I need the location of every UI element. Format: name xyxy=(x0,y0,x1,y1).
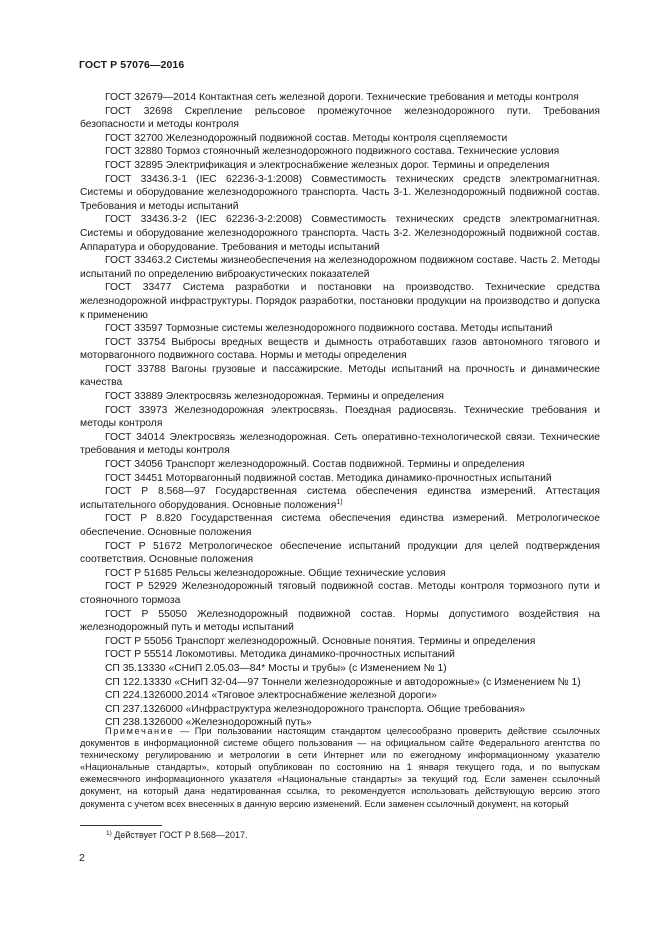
reference-item xyxy=(80,105,600,132)
reference-item xyxy=(80,472,600,486)
reference-item xyxy=(80,635,600,649)
reference-text: СП 238.1326000 «Железнодорожный путь» xyxy=(105,717,312,729)
document-code-header: ГОСТ Р 57076—2016 xyxy=(79,59,185,71)
reference-text: ГОСТ 32880 Тормоз стояночный железнодорожного подвижного состава. Технические условия xyxy=(105,146,560,158)
reference-text: ГОСТ Р 8.568—97 Государственная система обеспечения единства измерений. Аттестация испытательного оборудования. Основные положения xyxy=(80,486,600,511)
reference-text: ГОСТ 34451 Моторвагонный подвижной состав. Методика динамико-прочностных испытаний xyxy=(105,472,552,484)
reference-item xyxy=(80,363,600,390)
reference-text: СП 35.13330 «СНиП 2.05.03—84* Мосты и трубы» (с Изменением № 1) xyxy=(105,662,447,674)
footnote-divider xyxy=(80,825,162,826)
reference-text: ГОСТ 33973 Железнодорожная электросвязь. Поездная радиосвязь. Технические требования и методы контроля xyxy=(80,404,600,430)
reference-text: ГОСТ 34056 Транспорт железнодорожный. Состав подвижной. Термины и определения xyxy=(105,459,525,471)
reference-text: ГОСТ 33889 Электросвязь железнодорожная. Термины и определения xyxy=(105,391,444,403)
reference-text: ГОСТ 32698 Скрепление рельсовое промежуточное железнодорожного пути. Требования безопасности и методы контроля xyxy=(80,105,600,131)
reference-item xyxy=(80,662,600,676)
reference-item xyxy=(80,485,600,512)
reference-text: ГОСТ 32895 Электрификация и электроснабжение железных дорог. Термины и определения xyxy=(105,159,550,171)
reference-item xyxy=(80,254,600,281)
reference-item xyxy=(80,213,600,254)
reference-text: СП 237.1326000 «Инфраструктура железнодорожного транспорта. Общие требования» xyxy=(105,703,526,715)
note-text: При пользовании настоящим стандартом целесообразно проверить действие ссылочных документов в информационной системе общего пользования — на официальном сайте Федерального агентства по техническому регулированию и метрологии в сети Интернет или по ежегодному информационному указателю «Национальные стандарты», который опубликован по состоянию на 1 января текущего года, и по выпускам ежемесячного информационного указателя «Национальные стандарты» за текущий год. Если заменен ссылочный документ, на который дана недатированная ссылка, то рекомендуется использовать действующую версию этого документа с учетом всех внесенных в данную версию изменений. Если заменен ссылочный документ, на который xyxy=(80,726,600,809)
reference-text: ГОСТ 33477 Система разработки и постановки на производство. Технические средства железнодорожной инфраструктуры. Порядок разработки, постановки продукции на производство и допуска к применению xyxy=(80,282,600,321)
reference-item xyxy=(80,689,600,703)
reference-text: ГОСТ 32679—2014 Контактная сеть железной дороги. Технические требования и методы контроля xyxy=(105,92,579,103)
reference-text: ГОСТ Р 55050 Железнодорожный подвижной состав. Нормы допустимого воздействия на железнодорожный путь и методы испытаний xyxy=(80,608,600,634)
note-paragraph xyxy=(80,725,600,810)
footnote-mark: 1) xyxy=(106,830,112,837)
reference-text: ГОСТ Р 55056 Транспорт железнодорожный. Основные понятия. Термины и определения xyxy=(105,635,536,647)
reference-item xyxy=(80,336,600,363)
reference-item xyxy=(80,580,600,607)
reference-item xyxy=(80,648,600,662)
reference-item xyxy=(80,173,600,214)
page-number: 2 xyxy=(79,852,85,864)
note-label: Примечание xyxy=(105,726,175,736)
reference-item xyxy=(80,145,600,159)
reference-item xyxy=(80,567,600,581)
footnote-reference-mark: 1) xyxy=(336,498,343,506)
reference-item xyxy=(80,404,600,431)
reference-text: ГОСТ 33597 Тормозные системы железнодорожного подвижного состава. Методы испытаний xyxy=(105,323,553,335)
footnote-text: Действует ГОСТ Р 8.568—2017. xyxy=(111,830,248,840)
reference-item xyxy=(80,390,600,404)
reference-item xyxy=(80,281,600,322)
reference-text: ГОСТ 34014 Электросвязь железнодорожная. Сеть оперативно-технологической связи. Технические требования и методы контроля xyxy=(80,431,600,457)
reference-item xyxy=(80,431,600,458)
normative-references-list xyxy=(80,91,600,730)
reference-item xyxy=(80,703,600,717)
reference-item xyxy=(80,458,600,472)
reference-text: ГОСТ Р 8.820 Государственная система обеспечения единства измерений. Метрологическое обеспечение. Основные положения xyxy=(80,513,600,538)
reference-text: ГОСТ 33788 Вагоны грузовые и пассажирские. Методы испытаний на прочность и динамические качества xyxy=(80,363,600,389)
reference-item xyxy=(80,540,600,567)
reference-text: ГОСТ Р 55514 Локомотивы. Методика динамико-прочностных испытаний xyxy=(105,649,455,661)
reference-text: СП 122.13330 «СНиП 32-04—97 Тоннели железнодорожные и автодорожные» (с Изменением № 1) xyxy=(105,676,581,688)
reference-item xyxy=(80,132,600,146)
reference-text: ГОСТ Р 51672 Метрологическое обеспечение испытаний продукции для целей подтверждения соответствия. Основные положения xyxy=(80,540,600,566)
reference-text: ГОСТ 32700 Железнодорожный подвижной состав. Методы контроля сцепляемости xyxy=(105,132,508,144)
note-dash: — xyxy=(174,726,195,736)
reference-item xyxy=(80,91,600,105)
reference-text: ГОСТ 33754 Выбросы вредных веществ и дымность отработавших газов автономного тягового и моторвагонного подвижного состава. Нормы и методы определения xyxy=(80,336,600,362)
reference-text: ГОСТ Р 51685 Рельсы железнодорожные. Общие технические условия xyxy=(105,567,446,579)
reference-text: ГОСТ 33436.3-1 (IEC 62236-3-1:2008) Совместимость технических средств электромагнитная. Системы и оборудование железнодорожного транспорта. Часть 3-1. Железнодорожный подвижной состав. Требования и методы испытаний xyxy=(80,173,600,212)
reference-item xyxy=(80,322,600,336)
reference-text: ГОСТ 33463.2 Системы жизнеобеспечения на железнодорожном подвижном составе. Часть 2. Методы испытаний по определению виброакустических показателей xyxy=(80,255,600,280)
footnote xyxy=(106,829,247,841)
reference-item xyxy=(80,676,600,690)
reference-item xyxy=(80,608,600,635)
reference-item xyxy=(80,512,600,539)
reference-text: ГОСТ Р 52929 Железнодорожный тяговый подвижной состав. Методы контроля тормозного пути и стояночного тормоза xyxy=(80,581,600,606)
reference-item xyxy=(80,159,600,173)
reference-text: СП 224.1326000.2014 «Тяговое электроснабжение железной дороги» xyxy=(105,690,437,702)
reference-text: ГОСТ 33436.3-2 (IEC 62236-3-2:2008) Совместимость технических средств электромагнитная. Системы и оборудование железнодорожного транспорта. Часть 3-2. Железнодорожный подвижной состав. Аппаратура и оборудование. Требования и методы испытаний xyxy=(80,214,600,253)
